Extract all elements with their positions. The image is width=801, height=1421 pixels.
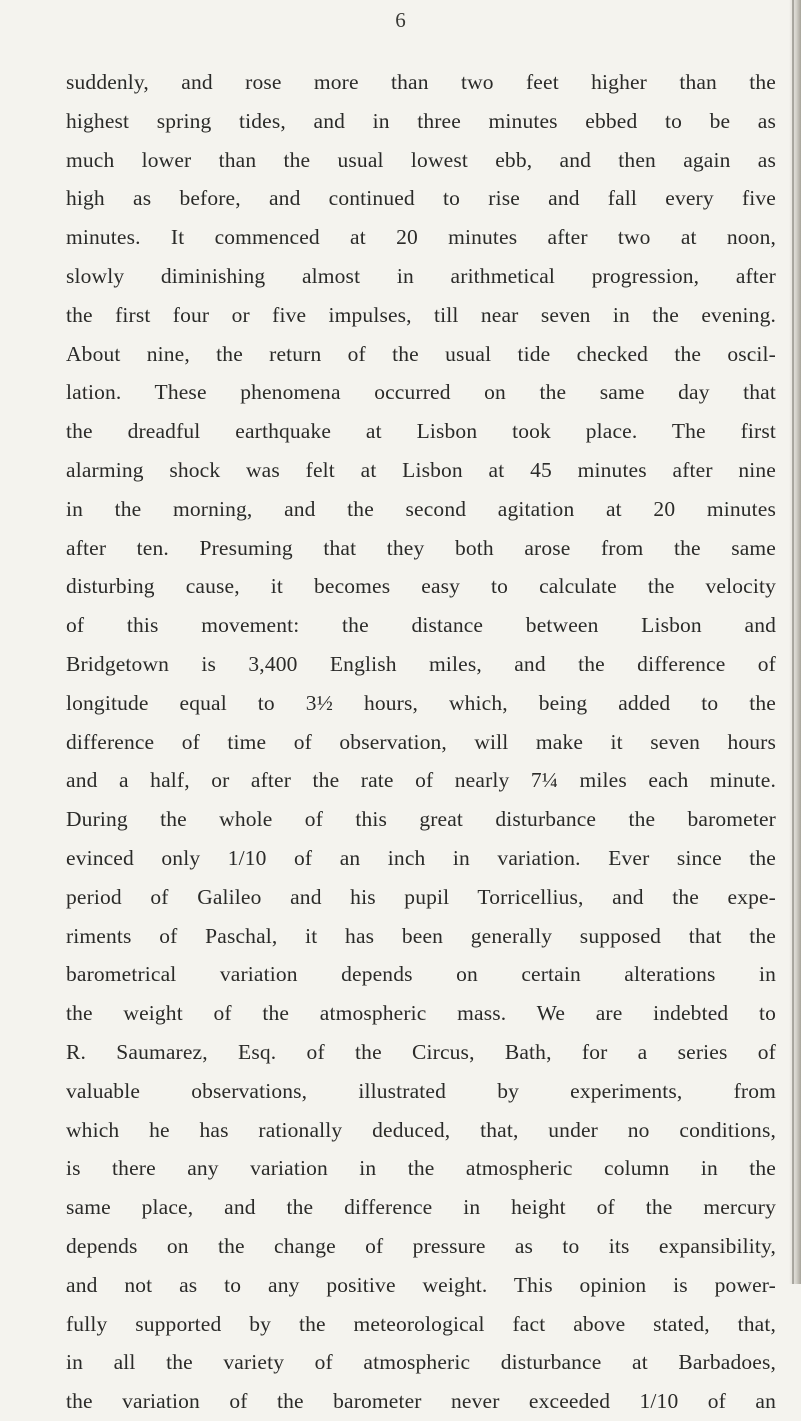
text-line: highest spring tides, and in three minutes ebbed to be as: [66, 108, 776, 133]
text-line: minutes. It commenced at 20 minutes after two at noon,: [66, 225, 776, 250]
page-edge-shadow: [789, 0, 801, 1284]
text-line: same place, and the difference in height of the mercury: [66, 1195, 776, 1220]
text-line: of this movement: the distance between Lisbon and: [66, 613, 776, 638]
text-line: difference of time of observation, will make it seven hours: [66, 729, 776, 754]
text-line: evinced only 1/10 of an inch in variation. Ever since the: [66, 845, 776, 870]
text-line: after ten. Presuming that they both arose from the same: [66, 535, 776, 560]
text-line: much lower than the usual lowest ebb, and then again as: [66, 147, 776, 172]
text-line: longitude equal to 3½ hours, which, being added to the: [66, 690, 776, 715]
text-line: in the morning, and the second agitation at 20 minutes: [66, 496, 776, 521]
text-line: the first four or five impulses, till near seven in the evening.: [66, 302, 776, 327]
text-line: alarming shock was felt at Lisbon at 45 minutes after nine: [66, 457, 776, 482]
text-line: During the whole of this great disturbance the barometer: [66, 807, 776, 832]
text-line: depends on the change of pressure as to its expansibility,: [66, 1233, 776, 1258]
text-line: the dreadful earthquake at Lisbon took place. The first: [66, 419, 776, 444]
text-line: R. Saumarez, Esq. of the Circus, Bath, for a series of: [66, 1039, 776, 1064]
text-line: Bridgetown is 3,400 English miles, and the difference of: [66, 651, 776, 676]
text-line: valuable observations, illustrated by experiments, from: [66, 1078, 776, 1103]
page-edge-line: [792, 0, 794, 1284]
text-line: the variation of the barometer never exceeded 1/10 of an: [66, 1389, 776, 1414]
page-number: 6: [395, 8, 406, 32]
text-line: and not as to any positive weight. This opinion is power-: [66, 1272, 776, 1297]
text-line: which he has rationally deduced, that, under no conditions,: [66, 1117, 776, 1142]
text-line: is there any variation in the atmospheric column in the: [66, 1156, 776, 1181]
text-line: in all the variety of atmospheric disturbance at Barbadoes,: [66, 1350, 776, 1375]
text-line: fully supported by the meteorological fact above stated, that,: [66, 1311, 776, 1336]
text-line: lation. These phenomena occurred on the same day that: [66, 380, 776, 405]
text-line: About nine, the return of the usual tide checked the oscil-: [66, 341, 776, 366]
text-line: period of Galileo and his pupil Torricellius, and the expe-: [66, 884, 776, 909]
text-line: riments of Paschal, it has been generally supposed that the: [66, 923, 776, 948]
body-text: [66, 63, 776, 1421]
text-line: high as before, and continued to rise and fall every five: [66, 186, 776, 211]
text-line: suddenly, and rose more than two feet higher than the: [66, 70, 776, 94]
text-line: and a half, or after the rate of nearly 7¼ miles each minute.: [66, 768, 776, 793]
text-line: the weight of the atmospheric mass. We are indebted to: [66, 1001, 776, 1026]
text-line: barometrical variation depends on certain alterations in: [66, 962, 776, 987]
text-line: slowly diminishing almost in arithmetical progression, after: [66, 263, 776, 288]
text-line: disturbing cause, it becomes easy to calculate the velocity: [66, 574, 776, 599]
